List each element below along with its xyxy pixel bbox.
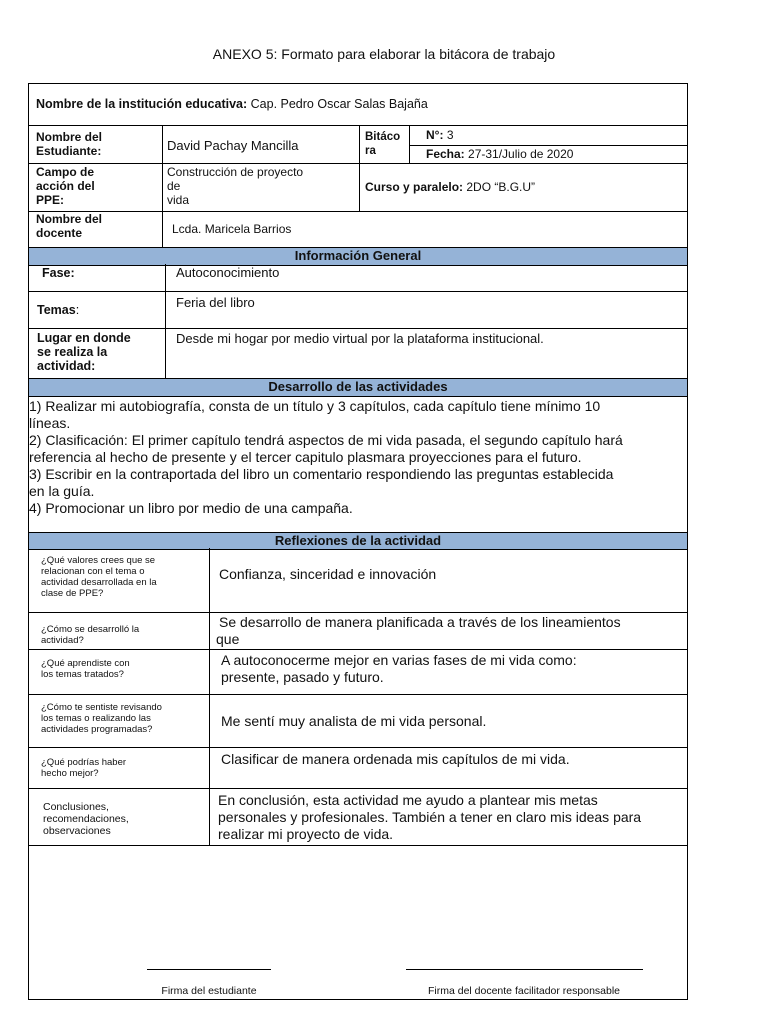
field-value-line1: Construcción de proyecto <box>167 165 304 179</box>
activity-line: 3) Escribir en la contraportada del libro un comentario respondiendo las preguntas establecida <box>29 466 614 482</box>
place-label-line3: actividad: <box>37 359 96 373</box>
teacher-value: Lcda. Maricela Barrios <box>172 222 292 236</box>
activity-line: líneas. <box>29 415 71 431</box>
answer-line: presente, pasado y futuro. <box>221 669 384 685</box>
divider <box>359 125 360 211</box>
activity-line: en la guía. <box>29 483 95 499</box>
divider <box>165 264 166 378</box>
divider <box>29 788 687 789</box>
reflection-answer <box>221 713 486 730</box>
student-signature-label: Firma del estudiante <box>161 985 257 997</box>
question-line: relacionan con el tema o <box>41 566 145 577</box>
teacher-label-line2: docente <box>36 226 83 240</box>
reflection-question <box>41 658 130 680</box>
general-info-header: Información General <box>29 247 687 266</box>
place-label <box>37 331 131 373</box>
field-label-line3: PPE: <box>36 193 65 207</box>
bitacora-number-label: N°: <box>426 128 444 142</box>
bitacora-date-label: Fecha: <box>426 147 465 161</box>
institution-value: Cap. Pedro Oscar Salas Bajaña <box>250 97 428 111</box>
bitacora-date <box>426 147 573 161</box>
answer-line: realizar mi proyecto de vida. <box>218 826 394 842</box>
topics-value: Feria del libro <box>176 295 255 310</box>
answer-line: Clasificar de manera ordenada mis capítulos de mi vida. <box>221 751 570 767</box>
course-field <box>365 180 535 194</box>
course-label: Curso y paralelo: <box>365 180 464 194</box>
answer-line: En conclusión, esta actividad me ayudo a plantear mis metas <box>218 792 598 808</box>
bitacora-label-line1: Bitáco <box>365 131 401 143</box>
answer-line: Se desarrollo de manera planificada a través de los lineamientos <box>219 614 621 630</box>
field-value-line2: de <box>167 179 181 193</box>
field-label-line1: Campo de <box>36 165 95 179</box>
reflection-question <box>41 702 162 735</box>
question-line: ¿Qué valores crees que se <box>41 555 156 566</box>
divider <box>29 649 687 650</box>
topics-label-colon: : <box>75 303 80 317</box>
place-value: Desde mi hogar por medio virtual por la plataforma institucional. <box>176 331 544 346</box>
question-line: Conclusiones, <box>43 801 109 813</box>
field-label-line2: acción del <box>36 179 95 193</box>
topics-label <box>37 303 79 317</box>
bitacora-label <box>365 130 400 158</box>
institution-label: Nombre de la institución educativa: <box>36 97 248 111</box>
divider <box>409 125 410 163</box>
divider <box>29 845 687 846</box>
student-signature-line <box>147 969 271 970</box>
question-line: los temas tratados? <box>41 669 124 680</box>
divider <box>29 694 687 695</box>
document-title: ANEXO 5: Formato para elaborar la bitácora de trabajo <box>212 46 556 62</box>
divider <box>29 747 687 748</box>
question-line: actividades programadas? <box>41 724 153 735</box>
answer-line: A autoconocerme mejor en varias fases de mi vida como: <box>221 652 577 668</box>
student-label-line2: Estudiante: <box>36 144 102 158</box>
divider <box>29 211 687 212</box>
bitacora-number-value: 3 <box>446 128 454 142</box>
reflection-question <box>41 757 126 779</box>
divider <box>409 145 687 146</box>
bitacora-label-line2: ra <box>365 145 376 157</box>
question-line: ¿Cómo te sentiste revisando <box>41 702 162 713</box>
reflections-header: Reflexiones de la actividad <box>29 532 687 550</box>
student-value: David Pachay Mancilla <box>167 138 299 153</box>
activity-line: 2) Clasificación: El primer capítulo tendrá aspectos de mi vida pasada, el segundo capítulo hará <box>29 432 623 448</box>
reflection-question <box>41 555 157 599</box>
course-value: 2DO “B.G.U” <box>466 180 536 194</box>
divider <box>29 125 687 126</box>
answer-line: personales y profesionales. También a tener en claro mis ideas para <box>218 809 642 825</box>
divider <box>209 548 210 845</box>
field-value-line3: vida <box>167 193 190 207</box>
question-line: ¿Qué podrías haber <box>41 757 127 768</box>
activities-header: Desarrollo de las actividades <box>29 378 687 397</box>
divider <box>29 612 687 613</box>
divider <box>29 163 687 164</box>
question-line: recomendaciones, <box>43 813 129 825</box>
place-label-line1: Lugar en donde <box>37 331 131 345</box>
answer-line: Me sentí muy analista de mi vida personal. <box>221 713 487 729</box>
question-line: actividad desarrollada en la <box>41 577 157 588</box>
topics-label-text: Temas <box>37 303 76 317</box>
institution-row <box>36 97 428 111</box>
teacher-signature-line <box>406 969 643 970</box>
field-label <box>36 165 95 207</box>
logbook-form <box>28 83 688 1000</box>
student-label-line1: Nombre del <box>36 130 103 144</box>
question-line: ¿Cómo se desarrolló la <box>41 624 140 635</box>
reflection-answer <box>221 751 570 768</box>
teacher-signature-label: Firma del docente facilitador responsable <box>427 985 621 997</box>
question-line: hecho mejor? <box>41 768 99 779</box>
answer-line: que <box>216 631 240 647</box>
field-value <box>167 165 303 207</box>
activity-line: 1) Realizar mi autobiografía, consta de un título y 3 capítulos, cada capítulo tiene mínimo 10 <box>29 398 601 414</box>
reflection-answer <box>216 614 621 648</box>
divider <box>162 125 163 247</box>
reflection-question <box>41 624 139 646</box>
reflection-answer <box>218 792 641 843</box>
reflection-question <box>43 801 129 837</box>
teacher-label-line1: Nombre del <box>36 212 103 226</box>
student-label <box>36 130 102 158</box>
phase-value: Autoconocimiento <box>176 265 280 280</box>
question-line: observaciones <box>43 825 111 837</box>
question-line: clase de PPE? <box>41 588 104 599</box>
activity-line: 4) Promocionar un libro por medio de una campaña. <box>29 500 353 516</box>
bitacora-date-value: 27-31/Julio de 2020 <box>468 147 574 161</box>
question-line: los temas o realizando las <box>41 713 151 724</box>
teacher-label <box>36 212 102 242</box>
activity-line: referencia al hecho de presente y el tercer capitulo plasmara proyecciones para el futuro. <box>29 449 582 465</box>
divider <box>29 328 687 329</box>
reflection-answer <box>221 652 577 686</box>
place-label-line2: se realiza la <box>37 345 108 359</box>
reflection-answer <box>219 566 436 583</box>
phase-label: Fase: <box>42 266 75 280</box>
activities-text <box>29 398 685 517</box>
bitacora-number <box>426 128 454 142</box>
answer-line: Confianza, sinceridad e innovación <box>219 566 437 582</box>
question-line: actividad? <box>41 635 84 646</box>
divider <box>29 291 687 292</box>
question-line: ¿Qué aprendiste con <box>41 658 130 669</box>
